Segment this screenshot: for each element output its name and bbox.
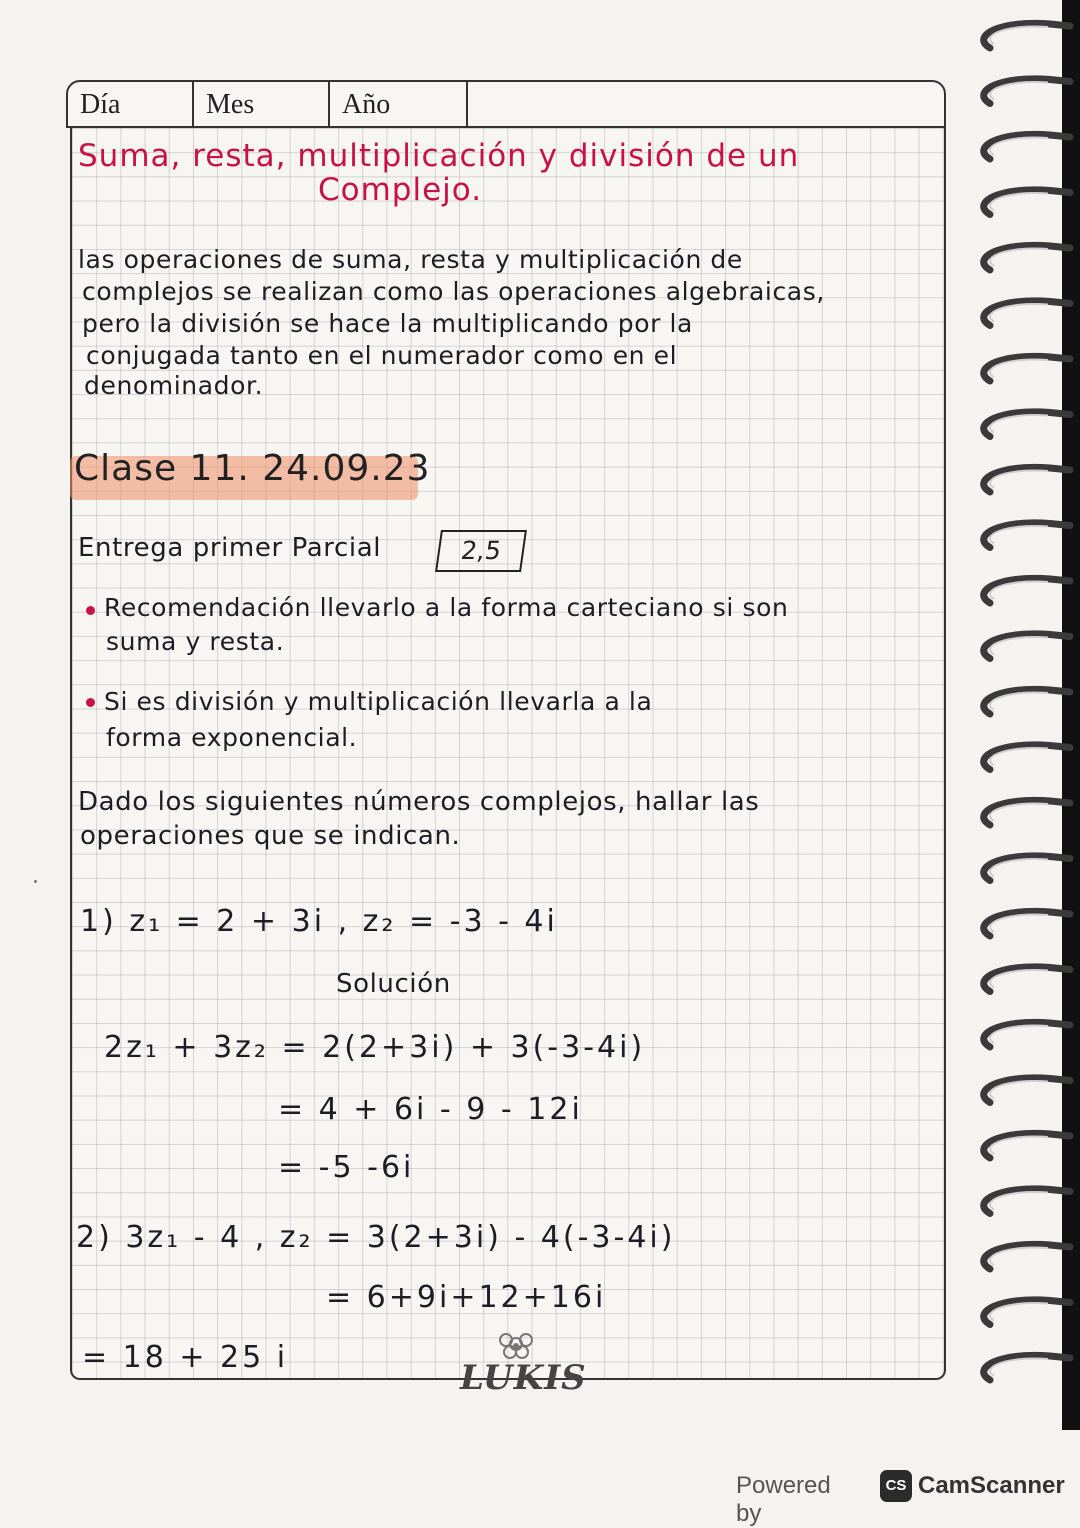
clase-heading (74, 448, 431, 506)
bullet-1-line-1: Recomendación llevarlo a la forma carteciano si son (104, 593, 789, 622)
instruction-line-1: Dado los siguientes números complejos, hallar las (78, 787, 760, 817)
problem-1-given: 1) z₁ = 2 + 3i , z₂ = -3 - 4i (80, 904, 558, 939)
date-year-cell (330, 82, 468, 126)
date-month-cell (194, 82, 330, 126)
bullet-dot (86, 606, 95, 615)
problem-1-step-1: 2z₁ + 3z₂ = 2(2+3i) + 3(-3-4i) (104, 1030, 646, 1065)
title-line-2: Complejo. (318, 172, 483, 208)
entrega-label: Entrega primer Parcial (78, 533, 382, 563)
bullet-dot (86, 698, 95, 707)
intro-line-1: las operaciones de suma, resta y multiplicación de (78, 245, 743, 274)
title-line-1: Suma, resta, multiplicación y división de un (78, 138, 800, 174)
notebook-brand: LUKIS (460, 1358, 587, 1398)
problem-2-step-1: = 6+9i+12+16i (326, 1280, 607, 1315)
date-day-label: Día (80, 89, 121, 120)
problem-1-step-3: = -5 -6i (278, 1150, 415, 1185)
powered-by-label: Powered by (736, 1472, 831, 1527)
grade-box (435, 530, 527, 572)
problem-2-given: 2) 3z₁ - 4 , z₂ = 3(2+3i) - 4(-3-4i) (76, 1220, 676, 1255)
problem-2-step-2: = 18 + 25 i (82, 1340, 289, 1375)
date-day-cell (68, 82, 194, 126)
spiral-binding (970, 0, 1080, 1430)
camscanner-icon: CS (880, 1470, 912, 1502)
camscanner-label: CamScanner (918, 1472, 1065, 1499)
intro-line-2: complejos se realizan como las operaciones algebraicas, (82, 277, 825, 306)
date-year-label: Año (342, 89, 391, 120)
intro-line-5: denominador. (84, 371, 264, 400)
bullet-1-line-2: suma y resta. (106, 627, 285, 656)
date-header (66, 80, 946, 128)
clase-label: Clase 11. 24.09.23 (74, 448, 431, 489)
scan-dot (34, 880, 37, 883)
bullet-2-line-2: forma exponencial. (106, 723, 358, 752)
problem-1-solucion: Solución (336, 969, 451, 999)
problem-1-step-2: = 4 + 6i - 9 - 12i (278, 1092, 583, 1127)
bullet-2-line-1: Si es división y multiplicación llevarla a la (104, 687, 653, 716)
intro-line-4: conjugada tanto en el numerador como en el (86, 341, 678, 370)
instruction-line-2: operaciones que se indican. (80, 821, 461, 851)
intro-line-3: pero la división se hace la multiplicando por la (82, 309, 693, 338)
date-month-label: Mes (206, 89, 255, 120)
grade-value: 2,5 (459, 536, 503, 565)
